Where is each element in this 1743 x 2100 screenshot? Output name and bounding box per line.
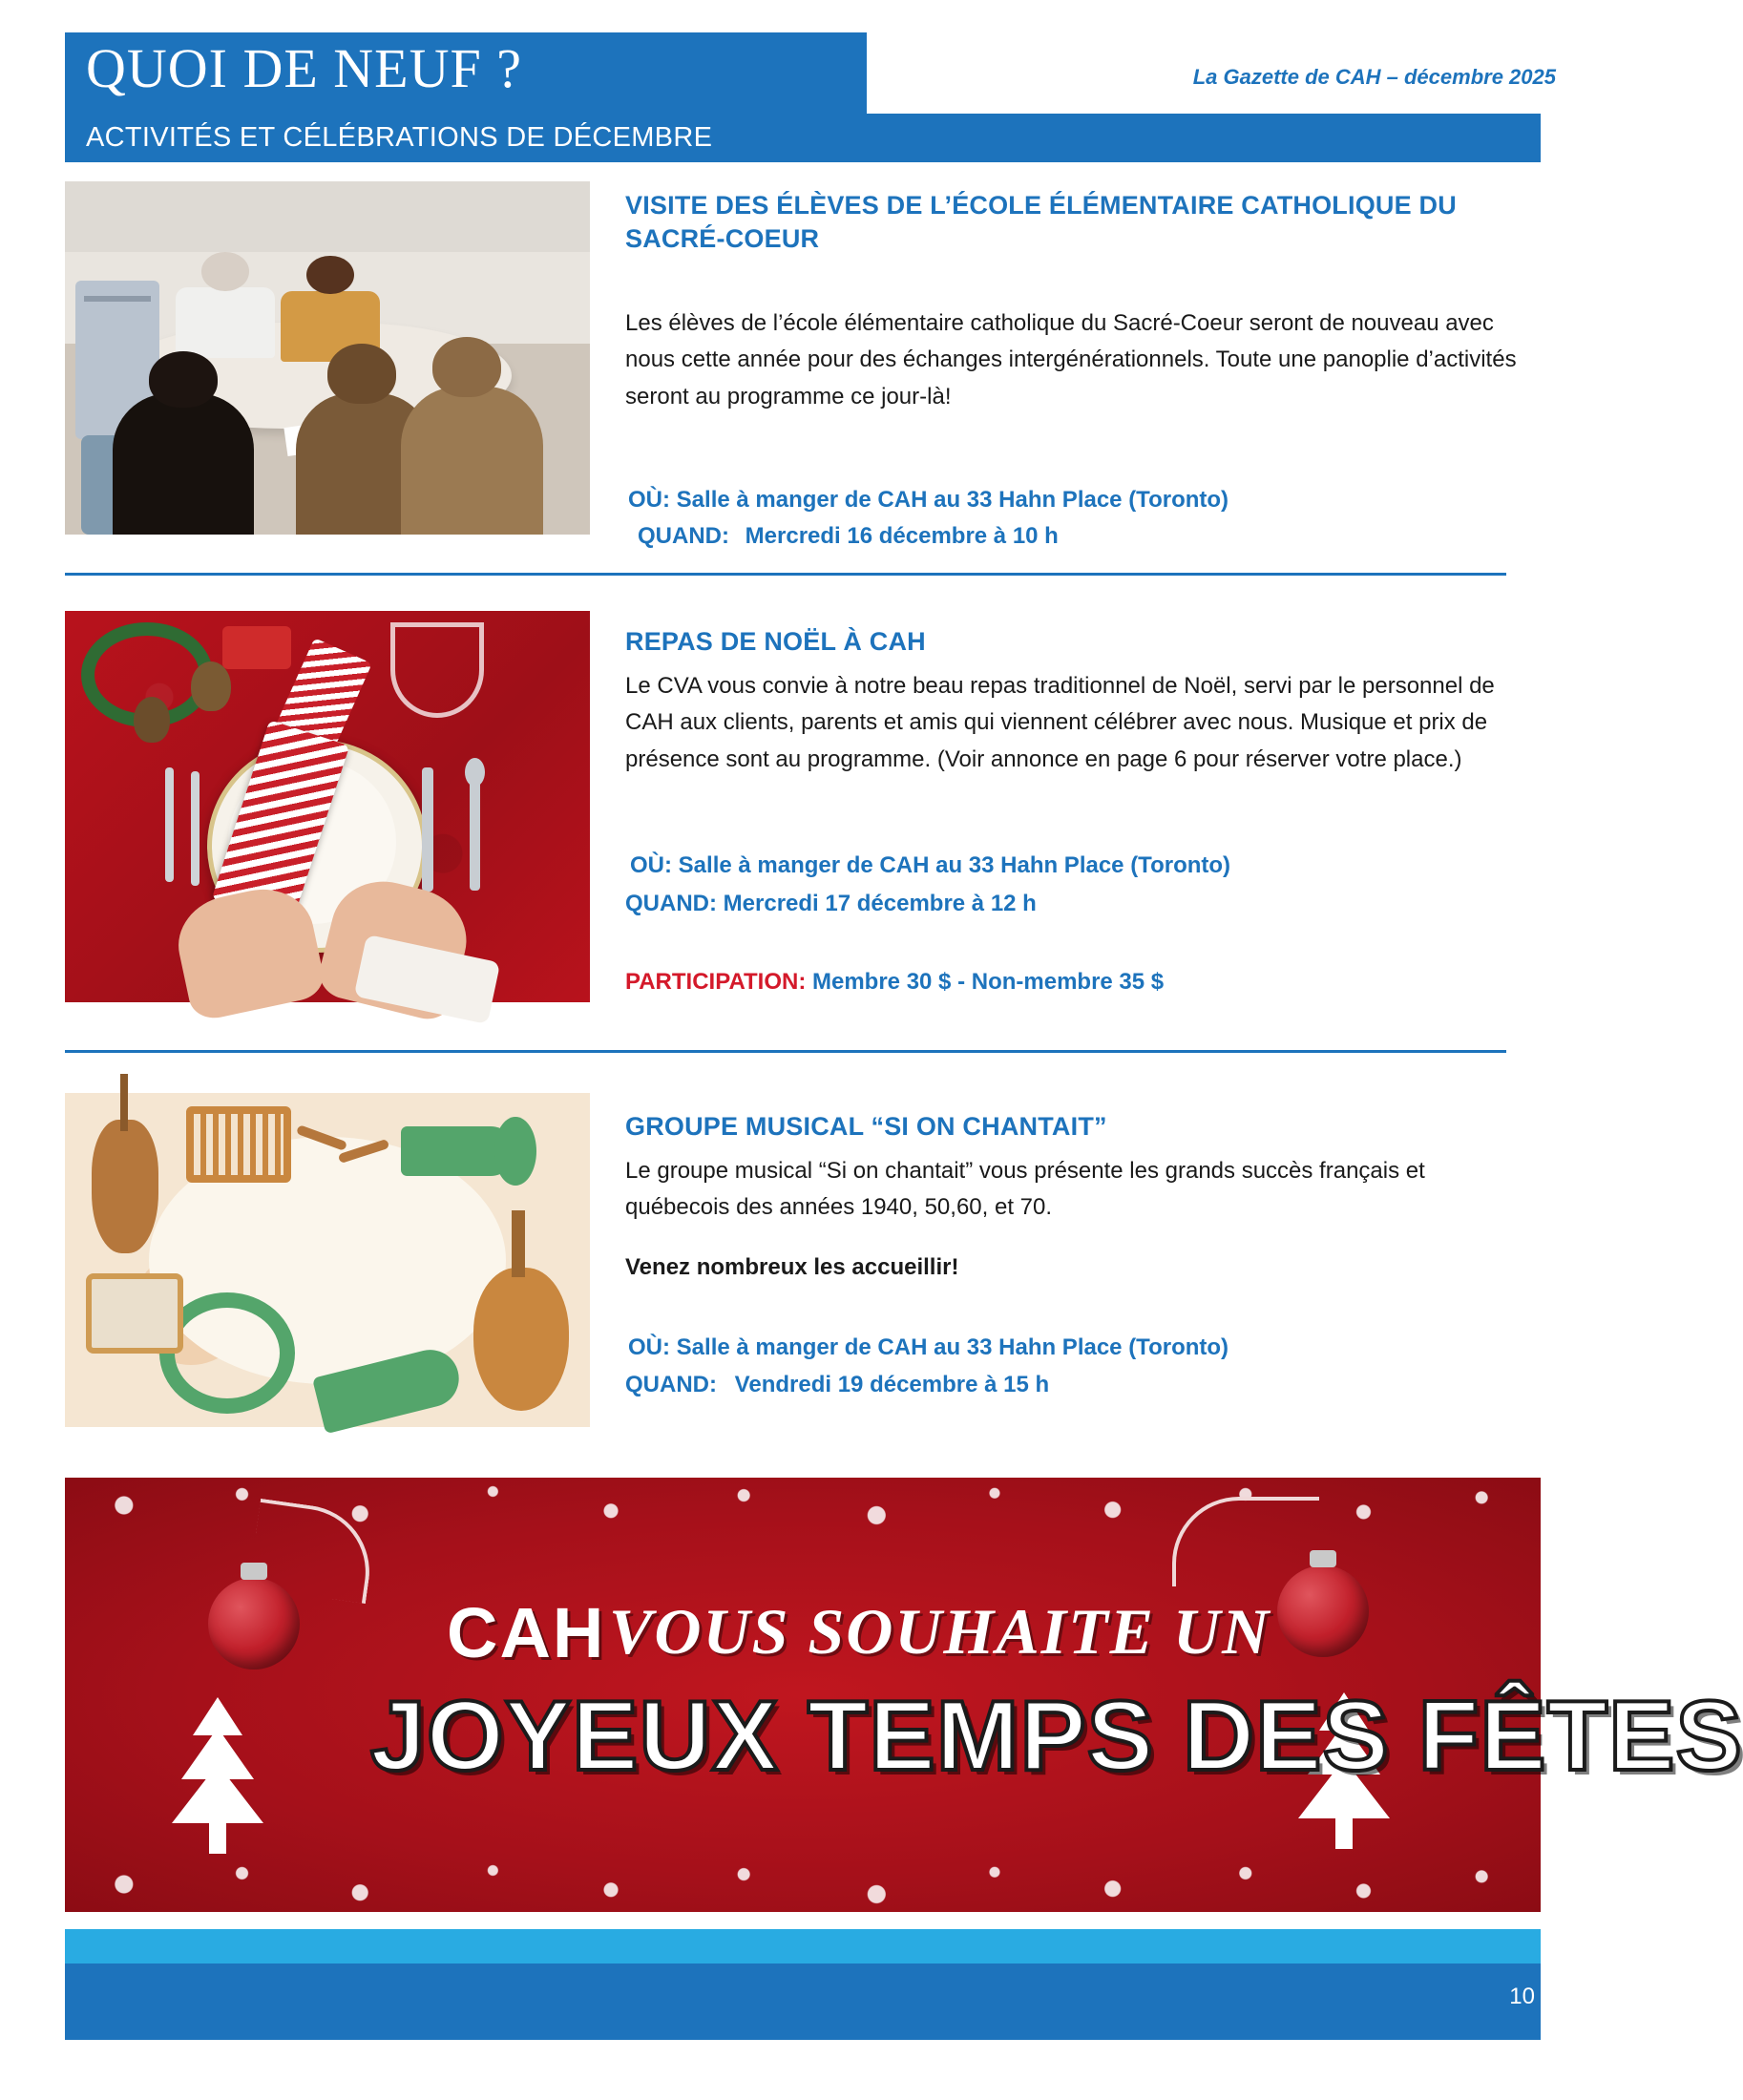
footer-accent-bar	[65, 1929, 1541, 1964]
banner-line2-text: JOYEUX TEMPS DES FÊTES	[370, 1681, 1743, 1792]
section-3-where-value: Salle à manger de CAH au 33 Hahn Place (Toronto)	[676, 1334, 1229, 1360]
masthead-banner	[65, 32, 867, 118]
subtitle-text: ACTIVITÉS ET CÉLÉBRATIONS DE DÉCEMBRE	[86, 122, 713, 153]
section-2-participation-label: PARTICIPATION:	[625, 969, 807, 995]
section-1-body: Les élèves de l’école élémentaire catholique du Sacré-Coeur seront de nouveau avec nous cette année pour des échanges intergénérationnels. Toute une panoplie d’activités seront au programme ce jour-là!	[625, 310, 1517, 410]
banner-brand-text: CAH	[447, 1593, 606, 1672]
section-1-where	[628, 484, 1525, 517]
section-2-body: Le CVA vous convie à notre beau repas traditionnel de Noël, servi par le personnel de CAH aux clients, parents et amis qui viennent célébrer avec nous. Musique et prix de présence sont au programme. (Voir annonce en page 6 pour réserver votre place.)	[625, 673, 1495, 772]
section-1-when	[638, 520, 1535, 554]
page-number: 10	[1509, 1984, 1535, 2009]
section-3-when-label: QUAND:	[625, 1372, 717, 1397]
section-1-when-value: Mercredi 16 décembre à 10 h	[745, 523, 1059, 549]
page-title: QUOI DE NEUF ?	[86, 37, 522, 99]
banner-line1-text: VOUS SOUHAITE UN	[609, 1595, 1271, 1668]
section-3-when	[625, 1369, 1522, 1402]
section-1-where-label: OÙ:	[628, 487, 670, 513]
section-3-body: Le groupe musical “Si on chantait” vous présente les grands succès français et québecois des années 1940, 50,60, et 70.	[625, 1158, 1425, 1221]
section-3-heading: GROUPE MUSICAL “SI ON CHANTAIT”	[625, 1112, 1107, 1141]
gazette-issue-label: La Gazette de CAH – décembre 2025	[1192, 65, 1556, 89]
section-1-heading: VISITE DES ÉLÈVES DE L’ÉCOLE ÉLÉMENTAIRE CATHOLIQUE DU SACRÉ-COEUR	[625, 191, 1457, 253]
musical-instruments-illustration	[65, 1093, 590, 1427]
section-divider-1	[65, 573, 1506, 576]
section-2-heading: REPAS DE NOËL À CAH	[625, 627, 926, 656]
section-3-where-label: OÙ:	[628, 1334, 670, 1360]
section-1-where-value: Salle à manger de CAH au 33 Hahn Place (Toronto)	[676, 487, 1229, 513]
subtitle-bar	[65, 114, 1541, 162]
christmas-table-setting-photo	[65, 611, 590, 1002]
section-3-when-value: Vendredi 19 décembre à 15 h	[734, 1372, 1050, 1397]
section-2-when-value: Mercredi 17 décembre à 12 h	[723, 891, 1037, 916]
section-2-where	[630, 850, 1532, 883]
students-meeting-photo	[65, 181, 590, 535]
section-3-callout: Venez nombreux les accueillir!	[625, 1254, 959, 1280]
section-2-participation-value: Membre 30 $ - Non-membre 35 $	[812, 969, 1165, 995]
footer-bar	[65, 1964, 1541, 2040]
section-1-when-label: QUAND:	[638, 523, 729, 549]
section-2-where-label: OÙ:	[630, 852, 672, 878]
ornament-ball-right-icon	[1277, 1565, 1369, 1657]
section-2-when	[625, 888, 1527, 921]
section-divider-2	[65, 1050, 1506, 1053]
snow-band-bottom	[65, 1857, 1541, 1912]
section-2-where-value: Salle à manger de CAH au 33 Hahn Place (Toronto)	[678, 852, 1231, 878]
section-2-participation	[625, 966, 1527, 999]
ornament-ball-left-icon	[208, 1578, 300, 1670]
holiday-greeting-banner	[65, 1478, 1743, 1912]
section-2-when-label: QUAND:	[625, 891, 717, 916]
section-3-where	[628, 1332, 1525, 1365]
